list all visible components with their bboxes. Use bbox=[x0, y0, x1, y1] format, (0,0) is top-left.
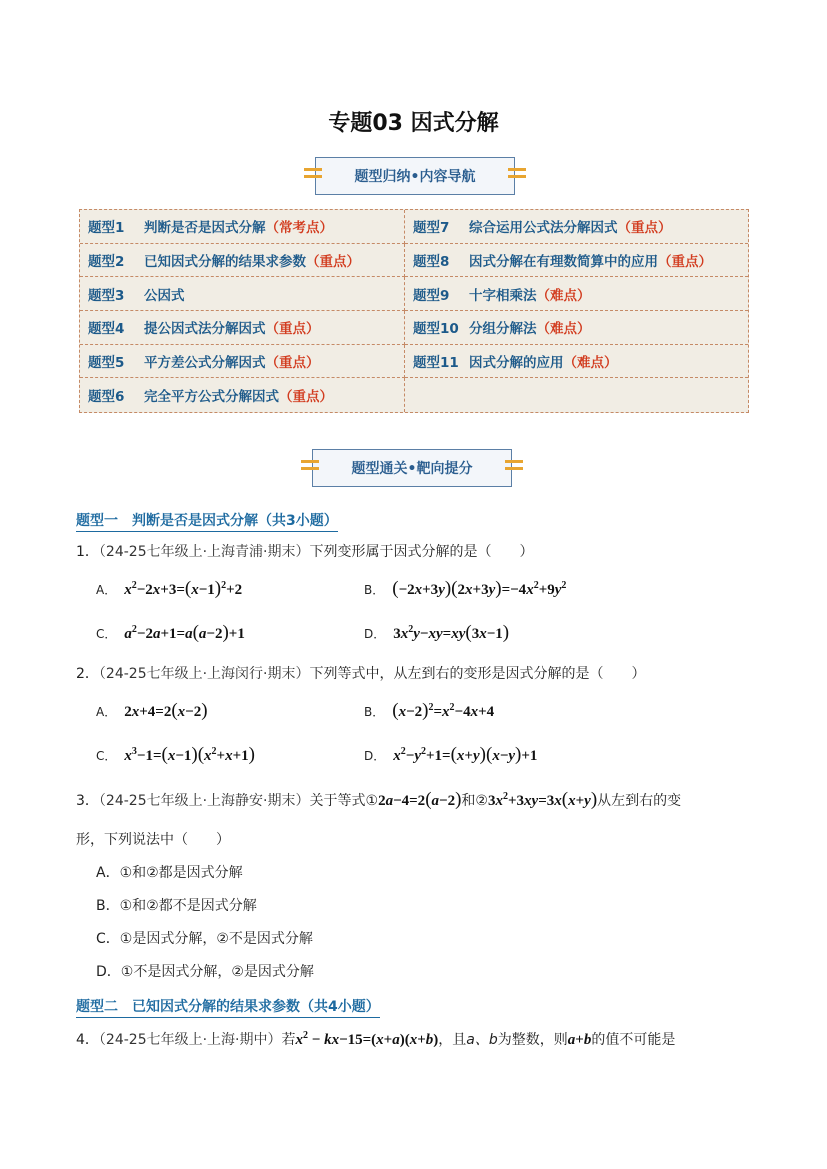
nav-item-label: 判断是否是因式分解 bbox=[144, 220, 266, 237]
question-source: （24-25七年级上·上海青浦·期末） bbox=[98, 544, 310, 560]
nav-item-number: 题型1 bbox=[88, 220, 125, 237]
banner-right-deco-icon bbox=[508, 168, 526, 184]
equation: $x^2 - kx-15=(x+a)(x+b)$ bbox=[295, 1030, 439, 1048]
circled-1: ① bbox=[365, 793, 379, 809]
question-text-post: 从左到右的变 bbox=[597, 793, 682, 809]
question-text-post: 为整数，则 bbox=[497, 1032, 568, 1048]
question-number: 3． bbox=[76, 793, 99, 809]
banner-right-deco-icon bbox=[505, 460, 523, 476]
option-formula: $(-2x+3y)(2x+3y)=-4x^2+9y^2$ bbox=[392, 578, 567, 599]
nav-item-label: 完全平方公式分解因式 bbox=[144, 389, 279, 406]
nav-item-number: 题型8 bbox=[413, 253, 450, 270]
nav-item-tag: （重点） bbox=[617, 220, 672, 237]
nav-item-label: 十字相乘法 bbox=[469, 287, 537, 304]
page-title: 专题03 因式分解 bbox=[328, 111, 499, 136]
question-1 bbox=[76, 541, 534, 561]
nav-item-tag: （难点） bbox=[536, 321, 591, 338]
nav-item-number: 题型10 bbox=[413, 321, 459, 338]
nav-item[interactable] bbox=[80, 378, 405, 412]
nav-item-number: 题型9 bbox=[413, 287, 450, 304]
q3-option-b[interactable]: B．①和②都不是因式分解 bbox=[96, 898, 257, 914]
nav-item[interactable] bbox=[405, 345, 748, 379]
nav-item-tag: （重点） bbox=[306, 253, 360, 270]
nav-item-number: 题型7 bbox=[413, 220, 450, 237]
q1-option-c[interactable] bbox=[96, 622, 245, 644]
q3-option-a[interactable]: A．①和②都是因式分解 bbox=[96, 865, 243, 881]
option-label: B． bbox=[364, 582, 385, 597]
question-number: 2． bbox=[76, 666, 99, 682]
nav-item-tag: （难点） bbox=[563, 354, 618, 371]
nav-item[interactable] bbox=[80, 345, 405, 379]
option-label: D． bbox=[364, 626, 386, 641]
question-2 bbox=[76, 663, 646, 683]
question-text-pre: 关于等式 bbox=[309, 793, 366, 809]
section-heading-2: 题型二 已知因式分解的结果求参数（共4小题） bbox=[76, 996, 380, 1018]
question-number: 1． bbox=[76, 544, 99, 560]
question-text-mid: ，且 bbox=[438, 1032, 467, 1048]
nav-item-tag: （难点） bbox=[536, 287, 591, 304]
q3-option-d[interactable]: D．①不是因式分解，②是因式分解 bbox=[96, 964, 314, 980]
option-formula: $3x^2y-xy=xy(3x-1)$ bbox=[393, 622, 510, 643]
nav-item-number: 题型2 bbox=[88, 253, 125, 270]
q1-option-b[interactable] bbox=[364, 578, 566, 600]
question-text-and: 和 bbox=[461, 793, 476, 809]
nav-item-number: 题型5 bbox=[88, 354, 125, 371]
option-formula: $x^3-1=(x-1)(x^2+x+1)$ bbox=[124, 744, 255, 765]
sum-expression: a+b bbox=[567, 1032, 592, 1048]
nav-item[interactable] bbox=[80, 244, 405, 278]
nav-item-label: 公因式 bbox=[144, 287, 185, 304]
option-formula: 2x+4=2(x−2) bbox=[124, 700, 208, 721]
equation-2: $3x^2+3xy=3x(x+y)$ bbox=[487, 789, 598, 810]
nav-item-label: 提公因式法分解因式 bbox=[144, 321, 266, 338]
banner-left-deco-icon bbox=[304, 168, 322, 184]
option-formula: $(x-2)^2=x^2-4x+4$ bbox=[392, 700, 495, 721]
question-text: 下列等式中，从左到右的变形是因式分解的是（ ） bbox=[309, 666, 646, 682]
nav-item-label: 已知因式分解的结果求参数 bbox=[144, 253, 306, 270]
option-formula: $x^2-y^2+1=(x+y)(x-y)+1$ bbox=[393, 744, 538, 765]
nav-item[interactable] bbox=[405, 210, 748, 244]
nav-item-tag: （重点） bbox=[279, 389, 333, 406]
nav-item-tag: （重点） bbox=[265, 354, 320, 371]
question-source: （24-25七年级上·上海·期中） bbox=[98, 1032, 282, 1048]
nav-item-label: 因式分解在有理数简算中的应用 bbox=[469, 253, 658, 270]
option-formula: $a^2-2a+1=a(a-2)+1$ bbox=[124, 622, 245, 643]
option-label: D． bbox=[364, 748, 386, 763]
q1-option-d[interactable] bbox=[364, 622, 509, 644]
question-source: （24-25七年级上·上海闵行·期末） bbox=[98, 666, 310, 682]
option-label: A． bbox=[96, 582, 117, 597]
question-4 bbox=[76, 1029, 675, 1049]
nav-item[interactable] bbox=[80, 210, 405, 244]
nav-item[interactable] bbox=[405, 311, 748, 345]
q3-option-c[interactable]: C．①是因式分解，②不是因式分解 bbox=[96, 931, 313, 947]
nav-item-tag: （常考点） bbox=[265, 220, 333, 237]
nav-item[interactable] bbox=[80, 277, 405, 311]
nav-item-label: 分组分解法 bbox=[469, 321, 537, 338]
variables-ab: a、b bbox=[466, 1032, 498, 1048]
question-source: （24-25七年级上·上海静安·期末） bbox=[98, 793, 310, 809]
q2-option-d[interactable] bbox=[364, 744, 537, 766]
question-3 bbox=[76, 789, 681, 811]
nav-item-number: 题型4 bbox=[88, 321, 125, 338]
option-label: B． bbox=[364, 704, 385, 719]
nav-item-label: 综合运用公式法分解因式 bbox=[469, 220, 618, 237]
nav-item-number: 题型11 bbox=[413, 354, 459, 371]
question-number: 4． bbox=[76, 1032, 99, 1048]
option-label: A． bbox=[96, 704, 117, 719]
q2-option-c[interactable] bbox=[96, 744, 255, 766]
nav-item-tag: （重点） bbox=[265, 321, 320, 338]
banner-content-nav-label: 题型归纳•内容导航 bbox=[354, 169, 476, 185]
nav-item[interactable] bbox=[80, 311, 405, 345]
nav-item[interactable] bbox=[405, 277, 748, 311]
question-3-line2: 形，下列说法中（ ） bbox=[76, 832, 230, 848]
option-label: C． bbox=[96, 748, 117, 763]
nav-item-number: 题型3 bbox=[88, 287, 125, 304]
banner-content-nav bbox=[315, 157, 515, 195]
q2-option-a[interactable] bbox=[96, 700, 208, 722]
nav-item-label: 因式分解的应用 bbox=[469, 354, 564, 371]
banner-practice bbox=[312, 449, 512, 487]
topic-nav-table bbox=[79, 209, 749, 413]
banner-practice-label: 题型通关•靶向提分 bbox=[351, 461, 473, 477]
section-heading-1: 题型一 判断是否是因式分解（共3小题） bbox=[76, 510, 338, 532]
option-label: C． bbox=[96, 626, 117, 641]
option-formula: $x^2-2x+3=(x-1)^2+2$ bbox=[124, 578, 243, 599]
nav-item[interactable] bbox=[405, 244, 748, 278]
q2-option-b[interactable] bbox=[364, 700, 494, 722]
question-text-end: 的值不可能是 bbox=[591, 1032, 676, 1048]
circled-2: ② bbox=[475, 793, 488, 809]
banner-left-deco-icon bbox=[301, 460, 319, 476]
nav-item bbox=[405, 378, 748, 412]
nav-item-tag: （重点） bbox=[658, 253, 712, 270]
nav-item-label: 平方差公式分解因式 bbox=[144, 354, 266, 371]
question-text: 下列变形属于因式分解的是（ ） bbox=[309, 544, 534, 560]
equation-1: 2a−4=2(a−2) bbox=[378, 789, 462, 810]
nav-item-number: 题型6 bbox=[88, 389, 125, 406]
question-text-pre: 若 bbox=[281, 1032, 296, 1048]
q1-option-a[interactable] bbox=[96, 578, 242, 600]
